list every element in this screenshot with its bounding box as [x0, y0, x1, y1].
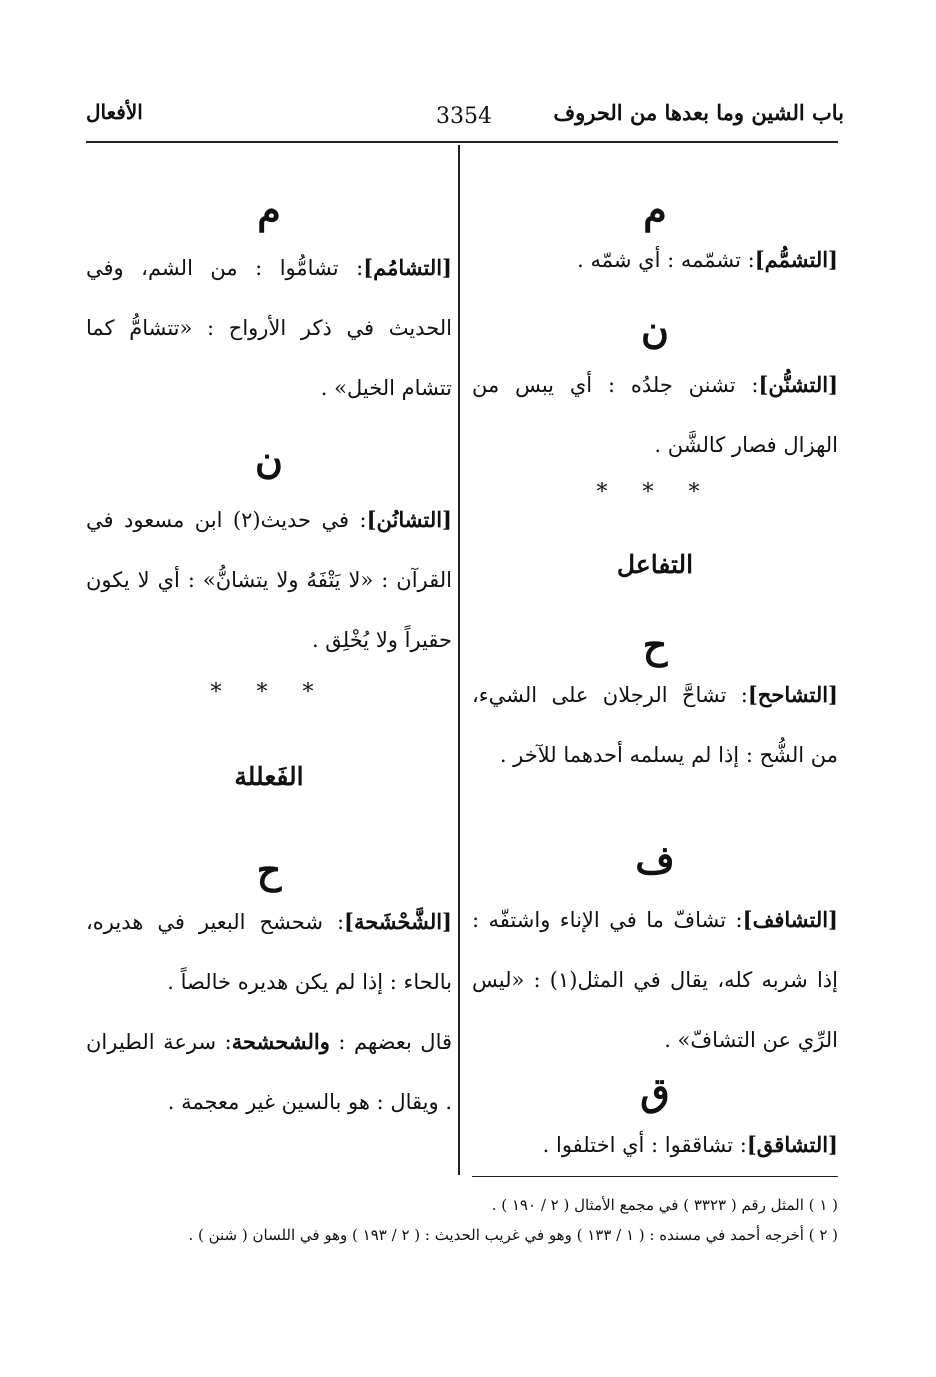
dictionary-entry [472, 1115, 838, 1175]
page-number: 3354 [436, 104, 492, 129]
entry-headword: [التشاحح] [747, 682, 838, 707]
entry-definition: : تشنن جلدُه : أي يبس من الهزال فصار كالشَّن . [472, 373, 838, 457]
remark-headword: والشحشحة [231, 1029, 330, 1054]
letter-heading: ح [256, 847, 282, 892]
letter-heading: ق [640, 1069, 670, 1114]
running-header-title: باب الشين وما بعدها من الحروف [553, 100, 844, 125]
footnote: ( ٢ ) أخرجه أحمد في مسنده : ( ١ / ١٣٣ ) وهو في غريب الحديث : ( ٢ / ١٩٣ ) وهو في اللسان ( شنن ) . [188, 1226, 838, 1244]
entry-definition: : شحشح البعير في هديره، بالحاء : إذا لم يكن هديره خالصاً . [86, 910, 452, 994]
entry-definition: : تشمّمه : أي شمّه . [577, 248, 755, 272]
column-divider [458, 145, 460, 1175]
entry-definition: : تشافّ ما في الإناء واشتفّه : إذا شربه كله، يقال في المثل(١) : «ليس الرِّي عن التشافّ» . [472, 908, 838, 1052]
entry-definition: : في حديث(٢) ابن مسعود في القرآن : «لا يَتْفَهُ ولا يتشانُّ» : أي لا يكون حقيراً ولا يُخْلِق . [86, 508, 452, 652]
entry-headword: [التشمُّم] [754, 247, 838, 272]
footnotes [86, 1190, 838, 1250]
letter-heading: ن [255, 437, 283, 482]
entry-headword: [التشامُم] [363, 255, 452, 280]
dictionary-entry [86, 490, 452, 670]
left-column [86, 150, 452, 1170]
entry-definition: : تشاققوا : أي اختلفوا . [542, 1133, 747, 1157]
dictionary-entry [472, 890, 838, 1070]
letter-heading: م [257, 187, 281, 232]
dictionary-entry [86, 892, 452, 1012]
running-header-section: الأفعال [86, 100, 143, 124]
remark-prefix: قال بعضهم : [329, 1030, 453, 1054]
dictionary-entry [472, 665, 838, 785]
entry-headword: [التشانُن] [366, 507, 452, 532]
section-separator: * * * [596, 480, 714, 505]
section-title: الفَعللة [234, 762, 304, 791]
remark-text: : سرعة الطيران . ويقال : هو بالسين غير معجمة . [86, 1030, 452, 1114]
dictionary-entry [472, 230, 838, 290]
section-separator: * * * [210, 680, 328, 705]
entry-headword: [الشَّحْشَحة] [344, 909, 452, 934]
footnote: ( ١ ) المثل رقم ( ٣٣٢٣ ) في مجمع الأمثال ( ٢ / ١٩٠ ) . [491, 1196, 838, 1214]
letter-heading: م [643, 187, 667, 232]
letter-heading: ح [642, 622, 668, 667]
dictionary-entry [472, 355, 838, 475]
header-rule [86, 141, 838, 143]
entry-definition: : تشاحَّ الرجلان على الشيء، من الشُّح : إذا لم يسلمه أحدهما للآخر . [472, 683, 838, 767]
letter-heading: ف [635, 837, 675, 882]
quoted-remark [86, 1012, 452, 1132]
letter-heading: ن [641, 307, 669, 352]
entry-headword: [التشنُّن] [758, 372, 838, 397]
dictionary-entry [86, 238, 452, 418]
footnote-rule [472, 1176, 838, 1177]
section-title: التفاعل [616, 550, 694, 579]
entry-headword: [التشاقق] [746, 1132, 838, 1157]
right-column [472, 150, 838, 1170]
entry-headword: [التشافف] [742, 907, 838, 932]
entry-definition: : تشامُّوا : من الشم، وفي الحديث في ذكر الأرواح : «تتشامُّ كما تتشام الخيل» . [86, 256, 452, 400]
